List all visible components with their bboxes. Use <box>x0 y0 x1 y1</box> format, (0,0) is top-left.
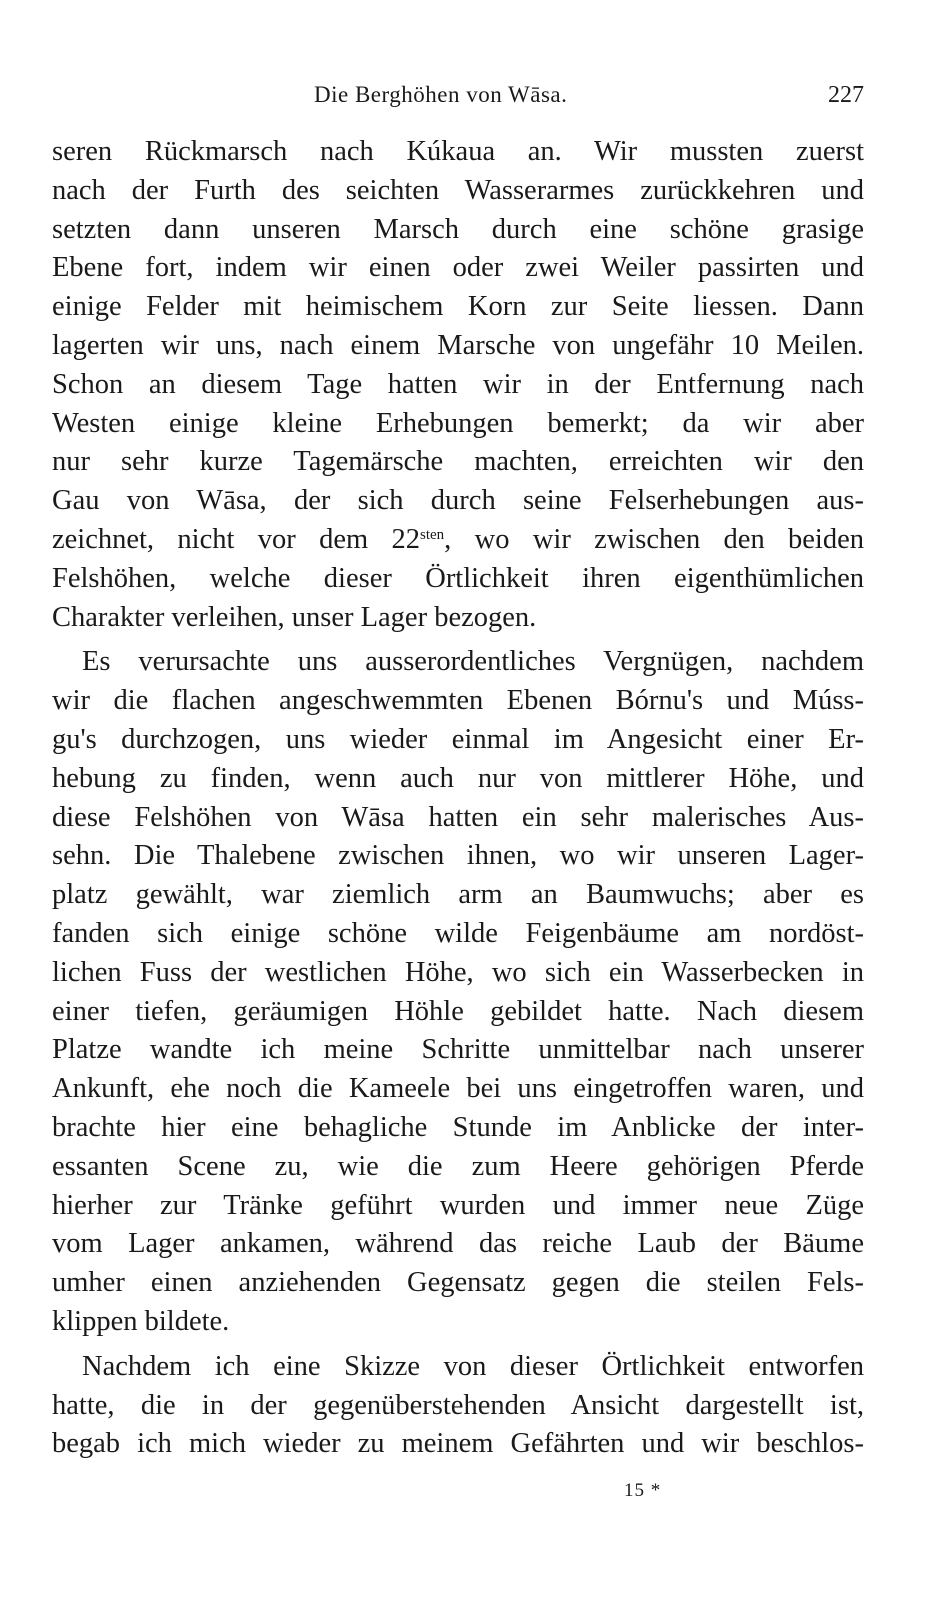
text-line: umher einen anziehenden Gegensatz gegen die steilen Fels- <box>52 1267 864 1299</box>
text-line: Felshöhen, welche dieser Örtlichkeit ihren eigenthümlichen <box>52 562 864 594</box>
text-line: klippen bildete. <box>52 1305 230 1337</box>
text-line: fanden sich einige schöne wilde Feigenbäume am nordöst- <box>52 917 864 949</box>
text-line: brachte hier eine behagliche Stunde im Anblicke der inter- <box>52 1111 864 1143</box>
text-line: einige Felder mit heimischem Korn zur Seite liessen. Dann <box>52 291 864 323</box>
text-line: Platze wandte ich meine Schritte unmittelbar nach unserer <box>52 1034 864 1066</box>
text-line: setzten dann unseren Marsch durch eine schöne grasige <box>52 213 864 245</box>
text-line: Ankunft, ehe noch die Kameele bei uns eingetroffen waren, und <box>52 1073 864 1105</box>
text-line: hierher zur Tränke geführt wurden und immer neue Züge <box>52 1189 864 1221</box>
text-line: Ebene fort, indem wir einen oder zwei Weiler passirten und <box>52 252 864 284</box>
text-line: lagerten wir uns, nach einem Marsche von ungefähr 10 Meilen. <box>52 329 864 361</box>
running-head <box>52 82 864 118</box>
text-line: nur sehr kurze Tagemärsche machten, erreichten wir den <box>52 446 864 478</box>
text-line: Westen einige kleine Erhebungen bemerkt; da wir aber <box>52 407 864 439</box>
superscript-ordinal: sten <box>420 526 445 543</box>
text-line: Gau von Wāsa, der sich durch seine Felserhebungen aus- <box>52 485 864 517</box>
text-line: hatte, die in der gegenüberstehenden Ansicht dargestellt ist, <box>52 1389 864 1421</box>
text-line: sehn. Die Thalebene zwischen ihnen, wo wir unseren Lager- <box>52 840 864 872</box>
text-line: Nachdem ich eine Skizze von dieser Örtlichkeit entworfen <box>82 1350 864 1382</box>
text-line: gu's durchzogen, uns wieder einmal im Angesicht einer Er- <box>52 723 864 755</box>
text-line: Charakter verleihen, unser Lager bezogen. <box>52 601 537 633</box>
text-line: lichen Fuss der westlichen Höhe, wo sich ein Wasserbecken in <box>52 956 864 988</box>
text-line: Es verursachte uns ausserordentliches Vergnügen, nachdem <box>82 646 864 678</box>
text-line: platz gewählt, war ziemlich arm an Baumwuchs; aber es <box>52 879 864 911</box>
running-title: Die Berghöhen von Wāsa. <box>314 82 568 107</box>
text-line: nach der Furth des seichten Wasserarmes zurückkehren und <box>52 174 864 206</box>
text-line: begab ich mich wieder zu meinem Gefährten und wir beschlos- <box>52 1428 864 1460</box>
text-line: vom Lager ankamen, während das reiche Laub der Bäume <box>52 1228 864 1260</box>
text-line: seren Rückmarsch nach Kúkaua an. Wir mussten zuerst <box>52 136 864 167</box>
text-line: hebung zu finden, wenn auch nur von mittlerer Höhe, und <box>52 762 864 794</box>
body-text <box>52 133 864 1470</box>
text-line: einer tiefen, geräumigen Höhle gebildet hatte. Nach diesem <box>52 995 864 1027</box>
text-line: essanten Scene zu, wie die zum Heere gehörigen Pferde <box>52 1150 864 1182</box>
text-line: wir die flachen angeschwemmten Ebenen Bórnu's und Múss- <box>52 685 864 717</box>
text-line: diese Felshöhen von Wāsa hatten ein sehr malerisches Aus- <box>52 801 864 833</box>
paragraph-2 <box>52 643 864 1341</box>
text-line: Schon an diesem Tage hatten wir in der Entfernung nach <box>52 368 864 400</box>
page-number: 227 <box>828 82 864 108</box>
paragraph-1 <box>52 133 864 637</box>
text-line: zeichnet, nicht vor dem $22^{sten}$, wo wir zwischen den beiden <box>52 523 864 555</box>
paragraph-3 <box>52 1348 864 1464</box>
signature-mark: 15 * <box>624 1480 662 1501</box>
